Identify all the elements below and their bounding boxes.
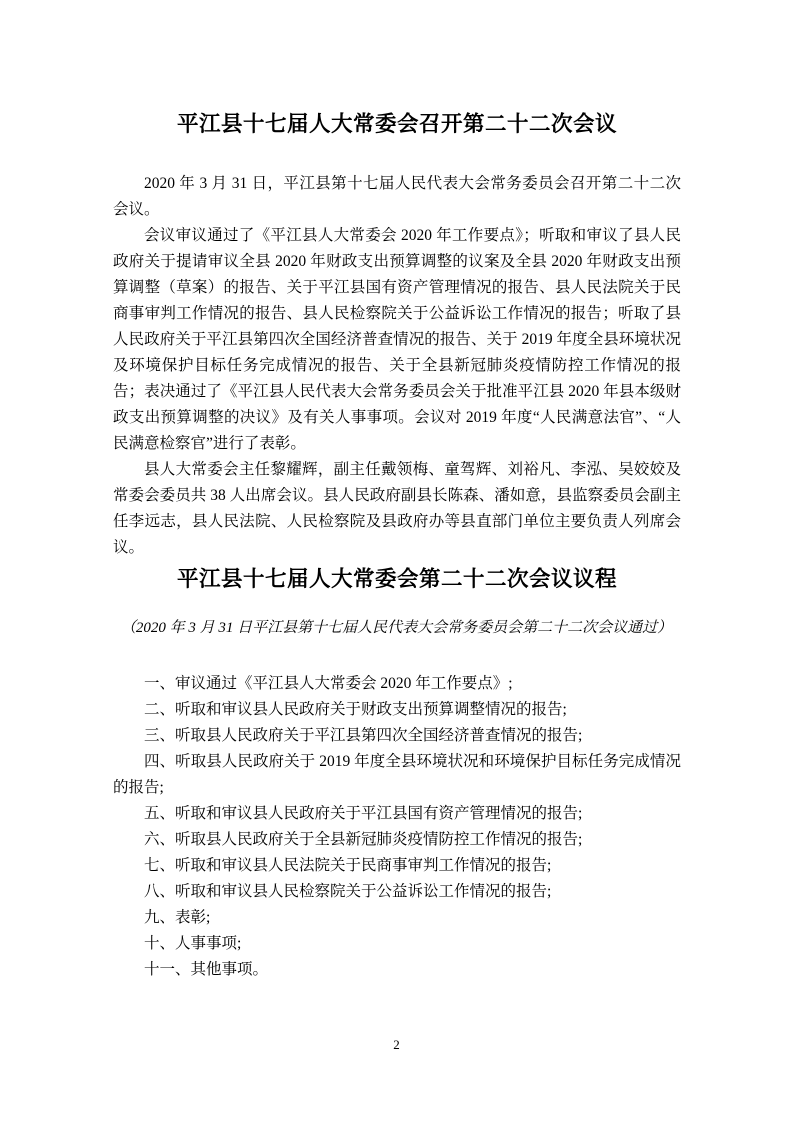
article1-paragraph-2: 会议审议通过了《平江县人大常委会 2020 年工作要点》；听取和审议了县人民政府关于提请审议全县 2020 年财政支出预算调整的议案及全县 2020 年财政支出预算调整（草案）的报告、关于平江县国有资产管理情况的报告、县人民法院关于民商事审判工作情况的报告、县人民检察院关于公益诉讼工作情况的报告；听取了县人民政府关于平江县第四次全国经济普查情况的报告、关于 2019 年度全县环境状况及环境保护目标任务完成情况的报告、关于全县新冠肺炎疫情防控工作情况的报告；表决通过了《平江县人民代表大会常务委员会关于批准平江县 2020 年县本级财政支出预算调整的决议》及有关人事事项。会议对 2019 年度“人民满意法官”、“人民满意检察官”进行了表彰。 xyxy=(113,227,681,452)
article1-body xyxy=(113,171,681,561)
article1-title: 平江县十七届人大常委会召开第二十二次会议 xyxy=(176,112,617,136)
agenda-item-5: 五、听取和审议县人民政府关于平江县国有资产管理情况的报告; xyxy=(144,805,583,822)
agenda-item-8: 八、听取和审议县人民检察院关于公益诉讼工作情况的报告; xyxy=(144,883,552,900)
agenda-item-4: 四、听取县人民政府关于 2019 年度全县环境状况和环境保护目标任务完成情况的报告; xyxy=(113,753,681,796)
agenda-item-10: 十、人事事项; xyxy=(144,935,242,952)
article1-paragraph-3: 县人大常委会主任黎耀辉，副主任戴领梅、童驾辉、刘裕凡、李泓、吴姣姣及常委会委员共 38 人出席会议。县人民政府副县长陈森、潘如意，县监察委员会副主任李远志，县人民法院、人民检察院及县政府办等县直部门单位主要负责人列席会议。 xyxy=(113,461,681,556)
agenda-item-7: 七、听取和审议县人民法院关于民商事审判工作情况的报告; xyxy=(144,857,552,874)
agenda-item-3: 三、听取县人民政府关于平江县第四次全国经济普查情况的报告; xyxy=(144,727,583,744)
agenda-item-11: 十一、其他事项。 xyxy=(144,961,269,978)
agenda-item-9: 九、表彰; xyxy=(144,909,211,926)
agenda-item-2: 二、听取和审议县人民政府关于财政支出预算调整情况的报告; xyxy=(144,701,567,718)
article2-subtitle: （2020 年 3 月 31 日平江县第十七届人民代表大会常务委员会第二十二次会议通过） xyxy=(120,620,673,636)
page-number: 2 xyxy=(393,1037,400,1052)
agenda-list xyxy=(113,671,681,983)
agenda-item-6: 六、听取县人民政府关于全县新冠肺炎疫情防控工作情况的报告; xyxy=(144,831,583,848)
agenda-item-1: 一、审议通过《平江县人大常委会 2020 年工作要点》; xyxy=(144,675,513,692)
article1-paragraph-1: 2020 年 3 月 31 日，平江县第十七届人民代表大会常务委员会召开第二十二次会议。 xyxy=(113,175,681,218)
article2-title: 平江县十七届人大常委会第二十二次会议议程 xyxy=(176,567,617,591)
